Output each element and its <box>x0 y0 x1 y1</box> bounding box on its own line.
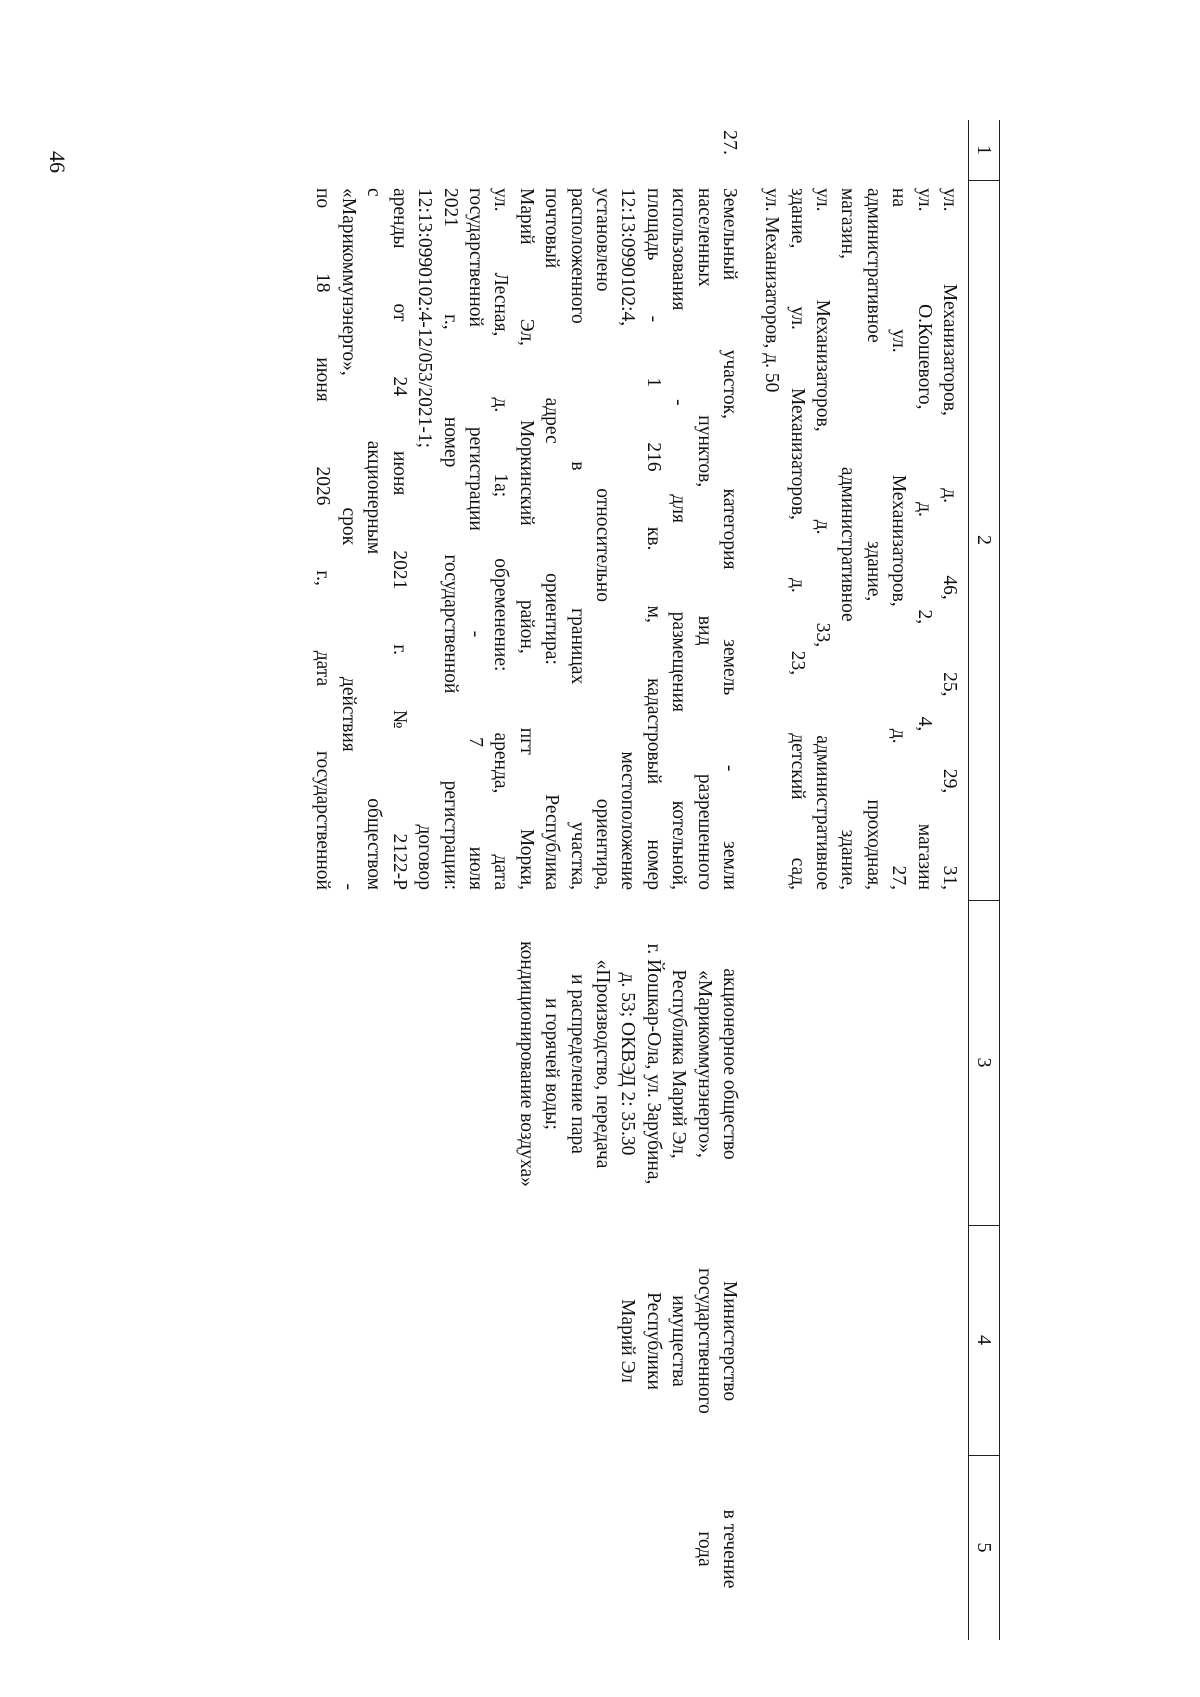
row-number: 27. <box>719 130 741 155</box>
page-number: 46 <box>45 151 70 173</box>
table-row-27-col4: Министерство государственного имущества Республики Марий Эл <box>617 1268 740 1414</box>
header-col-1: 1 <box>973 145 995 155</box>
header-col-2: 2 <box>973 535 995 545</box>
header-col-5: 5 <box>973 1542 995 1553</box>
document-table <box>190 120 1000 1640</box>
table-row-continuation-col2: ул. Механизаторов, д. 46, 25, 29, 31, ул. О.Кошевого, д. 2, 4, магазин на ул. Механизаторов, д. 27, административное здание, проходная, магазин, административное здание, ул. Механизаторов, д. 33, административное здание, ул. Механизаторов, д. 23, детский сад, ул. Механизаторов, д. 50 <box>761 188 960 890</box>
table-row-27-col5: в течение года <box>693 1509 740 1589</box>
table-row-27-col3: акционерное общество «Марикоммунэнерго», Республика Марий Эл, г. Йошкар-Ола, ул. Зарубина, д. 53; ОКВЭД 2: 35.30 «Производство, передача и распределение пара и горячей воды; кондиционирование воздуха» <box>515 941 740 1187</box>
table-header-row <box>968 120 1000 1640</box>
table-row-27-col2: Земельный участок, категория земель - земли населенных пунктов, вид разрешенного использования - для размещения котельной, площадь - 1 216 кв. м, кадастровый номер 12:13:0990102:4, местоположение установлено относительно ориентира, расположенного в границах участка, почтовый адрес ориентира: Республика Марий Эл, Моркинский район, пгт Морки, ул. Лесная, д. 1а; обременение: аренда, дата государственной регистрации - 7 июля 2021 г., номер государственной регистрации: 12:13:0990102:4-12/053/2021-1; договор аренды от 24 июня 2021 г. № 2122-Р с акционерным обществом «Марикоммунэнерго», срок действия - по 18 июня 2026 г., дата государственной <box>312 188 740 890</box>
header-col-3: 3 <box>973 1057 995 1068</box>
header-col-4: 4 <box>973 1335 995 1345</box>
